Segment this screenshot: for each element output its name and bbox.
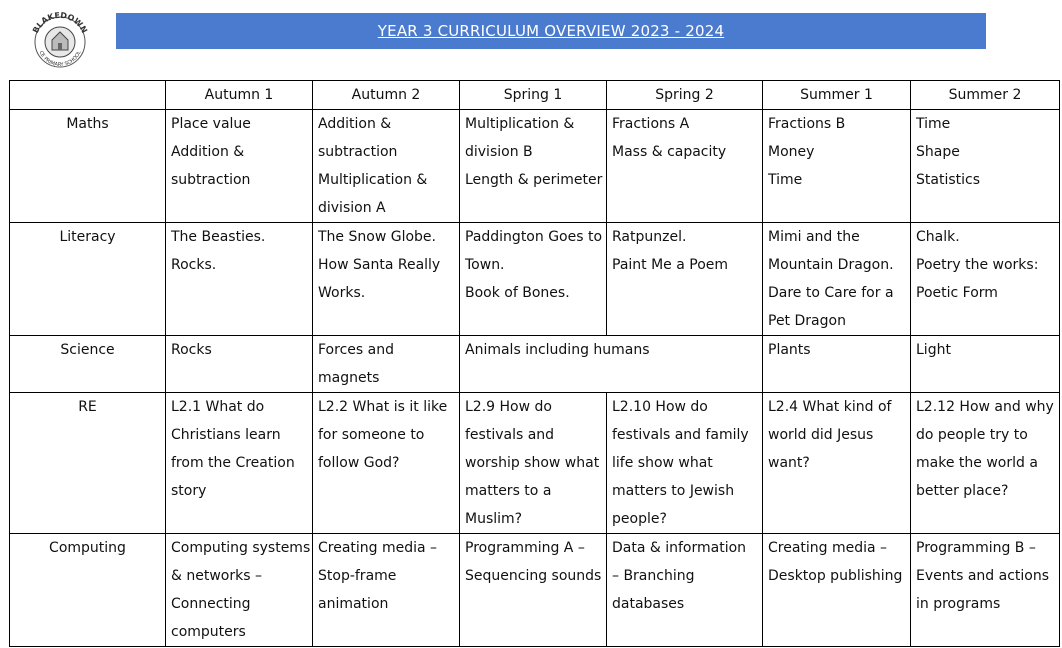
cell-re-spring-1 [460,393,607,534]
cell-text-line: Paddington Goes to [465,229,603,245]
header-cell-summer-1: Summer 1 [763,81,911,110]
cell-text-line: matters to Jewish [612,483,735,499]
table-row-science [10,336,1060,393]
cell-computing-summer-2 [911,534,1060,647]
cell-text-line: from the Creation [171,455,295,471]
logo-text-top: BLAKEDOWN [31,10,89,35]
cell-text-line: in programs [916,596,1001,612]
cell-literacy-spring-1 [460,223,607,336]
cell-text-line: Chalk. [916,229,960,245]
cell-literacy-summer-1 [763,223,911,336]
cell-text-line: Town. [465,257,505,273]
school-logo [28,10,92,68]
header-cell-autumn-2: Autumn 2 [313,81,460,110]
cell-text-line: story [171,483,207,499]
cell-text-line: division B [465,144,533,160]
cell-text-line: Addition & [318,116,392,132]
title-banner [116,13,986,49]
cell-text-line: Rocks [171,342,212,358]
cell-computing-spring-2 [607,534,763,647]
table-row-maths [10,110,1060,223]
cell-text-line: Creating media – [768,540,888,556]
cell-computing-autumn-2 [313,534,460,647]
cell-science-autumn-2 [313,336,460,393]
cell-text-line: & networks – [171,568,262,584]
cell-computing-spring-1 [460,534,607,647]
cell-text-line: better place? [916,483,1009,499]
subject-cell-science: Science [10,336,166,393]
cell-text-line: animation [318,596,389,612]
cell-text-line: Book of Bones. [465,285,570,301]
cell-text-line: Length & perimeter [465,172,603,188]
cell-re-spring-2 [607,393,763,534]
cell-text-line: magnets [318,370,380,386]
cell-text-line: Dare to Care for a [768,285,894,301]
cell-science-autumn-1 [166,336,313,393]
cell-text-line: How Santa Really [318,257,441,273]
cell-text-line: Place value [171,116,251,132]
curriculum-table [9,80,1060,647]
cell-maths-spring-2 [607,110,763,223]
cell-text-line: festivals and family [612,427,749,443]
cell-text-line: Fractions A [612,116,690,132]
cell-literacy-autumn-2 [313,223,460,336]
header-cell-spring-2: Spring 2 [607,81,763,110]
header-cell-autumn-1: Autumn 1 [166,81,313,110]
cell-maths-summer-1 [763,110,911,223]
cell-text-line: world did Jesus [768,427,874,443]
cell-science-summer-2 [911,336,1060,393]
cell-text-line: Fractions B [768,116,846,132]
cell-text-line: – Branching [612,568,695,584]
cell-text-line: Multiplication & [465,116,575,132]
cell-text-line: division A [318,200,386,216]
cell-re-autumn-2 [313,393,460,534]
cell-text-line: Poetic Form [916,285,998,301]
subject-cell-re: RE [10,393,166,534]
cell-re-autumn-1 [166,393,313,534]
cell-text-line: Computing systems [171,540,311,556]
cell-text-line: Christians learn [171,427,281,443]
cell-computing-autumn-1 [166,534,313,647]
header-cell-spring-1: Spring 1 [460,81,607,110]
cell-text-line: L2.1 What do [171,399,265,415]
cell-maths-autumn-1 [166,110,313,223]
cell-text-line: festivals and [465,427,555,443]
cell-text-line: Multiplication & [318,172,428,188]
cell-text-line: Pet Dragon [768,313,846,329]
cell-maths-autumn-2 [313,110,460,223]
cell-text-line: Mass & capacity [612,144,727,160]
cell-literacy-summer-2 [911,223,1060,336]
cell-text-line: Shape [916,144,960,160]
cell-text-line: matters to a [465,483,552,499]
cell-text-line: Mimi and the [768,229,860,245]
subject-cell-computing: Computing [10,534,166,647]
cell-text-line: do people try to [916,427,1028,443]
cell-text-line: Statistics [916,172,980,188]
cell-text-line: L2.10 How do [612,399,708,415]
cell-text-line: make the world a [916,455,1038,471]
cell-text-line: Money [768,144,815,160]
cell-maths-spring-1 [460,110,607,223]
cell-science-summer-1 [763,336,911,393]
cell-text-line: databases [612,596,685,612]
cell-text-line: Rocks. [171,257,217,273]
cell-text-line: subtraction [318,144,398,160]
subject-cell-literacy: Literacy [10,223,166,336]
cell-text-line: Data & information [612,540,747,556]
cell-literacy-autumn-1 [166,223,313,336]
cell-text-line: Poetry the works: [916,257,1039,273]
cell-text-line: Forces and [318,342,394,358]
cell-text-line: Light [916,342,951,358]
cell-text-line: want? [768,455,810,471]
cell-re-summer-2 [911,393,1060,534]
cell-text-line: L2.9 How do [465,399,552,415]
cell-text-line: computers [171,624,246,640]
cell-text-line: Paint Me a Poem [612,257,729,273]
cell-text-line: The Beasties. [171,229,266,245]
cell-maths-summer-2 [911,110,1060,223]
cell-text-line: for someone to [318,427,425,443]
cell-text-line: people? [612,511,667,527]
cell-text-line: Desktop publishing [768,568,903,584]
cell-text-line: Plants [768,342,811,358]
cell-text-line: Animals including humans [465,342,650,358]
cell-text-line: Sequencing sounds [465,568,602,584]
subject-cell-maths: Maths [10,110,166,223]
cell-text-line: Stop-frame [318,568,397,584]
cell-computing-summer-1 [763,534,911,647]
cell-text-line: Works. [318,285,366,301]
cell-text-line: Time [916,116,951,132]
cell-text-line: L2.2 What is it like [318,399,448,415]
table-row-literacy [10,223,1060,336]
cell-text-line: Programming A – [465,540,585,556]
cell-science-spring [460,336,763,393]
cell-text-line: worship show what [465,455,600,471]
table-row-re [10,393,1060,534]
cell-text-line: Events and actions [916,568,1050,584]
cell-text-line: Connecting [171,596,251,612]
cell-text-line: Muslim? [465,511,523,527]
header-row [10,81,1060,110]
cell-text-line: L2.4 What kind of [768,399,892,415]
cell-text-line: Time [768,172,803,188]
table-row-computing [10,534,1060,647]
cell-literacy-spring-2 [607,223,763,336]
cell-text-line: Ratpunzel. [612,229,687,245]
header-cell-summer-2: Summer 2 [911,81,1060,110]
header-cell-empty [10,81,166,110]
cell-text-line: Mountain Dragon. [768,257,894,273]
cell-text-line: The Snow Globe. [318,229,436,245]
cell-text-line: Addition & [171,144,245,160]
logo-text-bottom: CE PRIMARY SCHOOL [37,50,83,68]
school-crest-icon [28,10,92,68]
cell-text-line: follow God? [318,455,400,471]
cell-text-line: life show what [612,455,713,471]
cell-text-line: Programming B – [916,540,1036,556]
cell-text-line: Creating media – [318,540,438,556]
page-title: YEAR 3 CURRICULUM OVERVIEW 2023 - 2024 [377,22,725,40]
cell-text-line: L2.12 How and why [916,399,1054,415]
cell-re-summer-1 [763,393,911,534]
cell-text-line: subtraction [171,172,251,188]
